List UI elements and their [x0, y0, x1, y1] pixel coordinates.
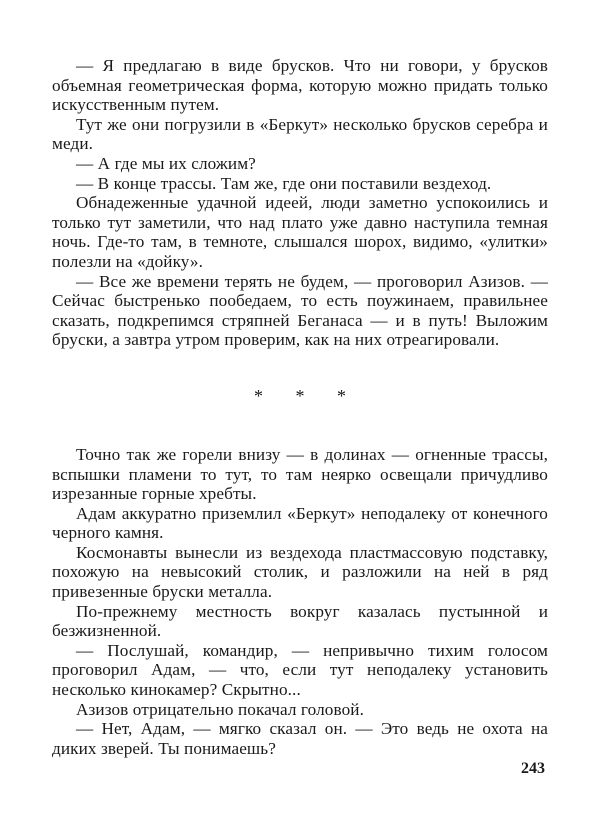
page-number: 243	[521, 760, 545, 777]
paragraph: Тут же они погрузили в «Беркут» несколько брусков серебра и меди.	[52, 114, 548, 154]
section-break	[52, 350, 548, 445]
paragraph: Космонавты вынесли из вездехода пластмассовую подставку, похожую на невысокий столик, и разложили на ней в ряд привезенные бруски металла.	[52, 542, 548, 602]
paragraph: Точно так же горели внизу — в долинах — огненные трассы, вспышки пламени то тут, то там неярко освещали причудливо изрезанные горные хребты.	[52, 444, 548, 504]
book-page	[52, 56, 548, 758]
section-2	[52, 445, 548, 759]
paragraph: Адам аккуратно приземлил «Беркут» неподалеку от конечного черного камня.	[52, 503, 548, 543]
paragraph: Азизов отрицательно покачал головой.	[76, 699, 364, 719]
paragraph: — Нет, Адам, — мягко сказал он. — Это ведь не охота на диких зверей. Ты понимаешь?	[52, 719, 548, 758]
paragraph: По-прежнему местность вокруг казалась пустынной и безжизненной.	[52, 601, 548, 641]
paragraph: — А где мы их сложим?	[76, 153, 256, 173]
paragraph: — Все же времени терять не будем, — проговорил Азизов. — Сейчас быстренько пообедаем, то есть поужинаем, правильнее сказать, подкрепимся стряпней Беганаса — и в путь! Выложим бруски, а завтра утром проверим, как на них отреагировали.	[52, 271, 548, 350]
section-1	[52, 56, 548, 350]
paragraph: — В конце трассы. Там же, где они поставили вездеход.	[76, 173, 492, 193]
paragraph: Обнадеженные удачной идеей, люди заметно успокоились и только тут заметили, что над плато уже давно наступила темная ночь. Где-то там, в темноте, слышался шорох, видимо, «улитки» полезли на «дойку».	[52, 193, 548, 271]
section-separator-stars: * * *	[254, 385, 360, 406]
paragraph: — Я предлагаю в виде брусков. Что ни говори, у брусков объемная геометрическая форма, которую можно придать только искусственным путем.	[52, 56, 548, 115]
paragraph: — Послушай, командир, — непривычно тихим голосом проговорил Адам, — что, если тут неподалеку установить несколько кинокамер? Скрытно...	[52, 640, 548, 700]
